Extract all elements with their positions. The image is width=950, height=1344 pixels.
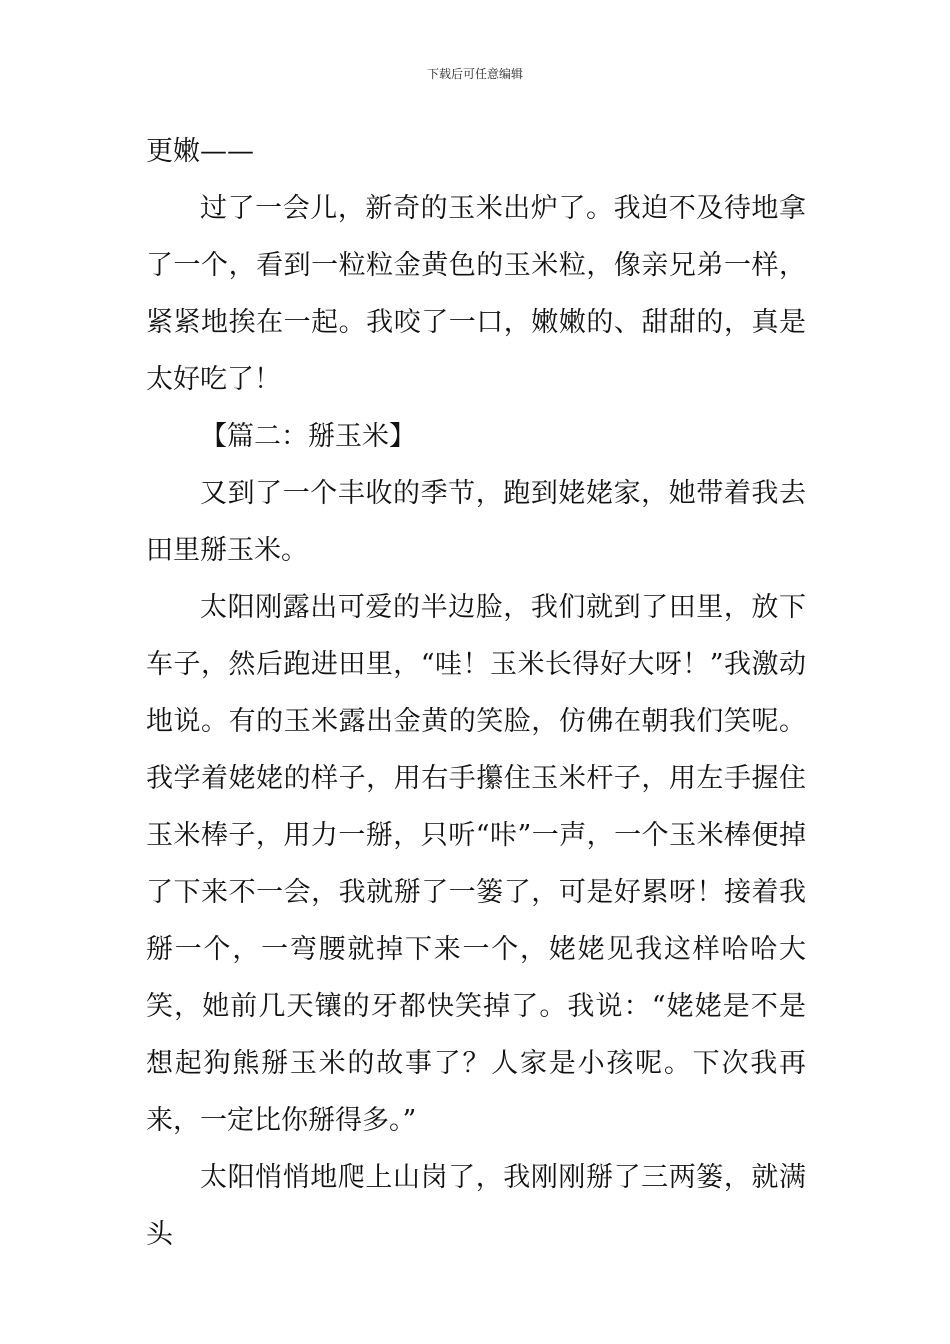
paragraph-sun-climbing: 太阳悄悄地爬上山岗了，我刚刚掰了三两篓，就满头 — [146, 1162, 806, 1250]
section-heading-part-two: 【篇二：掰玉米】 — [200, 421, 416, 452]
page-header-note: 下载后可任意编辑 — [426, 67, 523, 81]
paragraph-in-the-field: 太阳刚露出可爱的半边脸，我们就到了田里，放下车子，然后跑进田里，“哇！玉米长得好大呀！”我激动地说。有的玉米露出金黄的笑脸，仿佛在朝我们笑呢。我学着姥姥的样子，用右手攥住玉米杆子，用左手握住玉米棒子，用力一掰，只听“咔”一声，一个玉米棒便掉了下来不一会，我就掰了一篓了，可是好累呀！接着我掰一个，一弯腰就掉下来一个，姥姥见我这样哈哈大笑，她前几天镶的牙都快笑掉了。我说：“姥姥是不是想起狗熊掰玉米的故事了？人家是小孩呢。下次我再来，一定比你掰得多。” — [146, 592, 806, 1136]
paragraph-continuation: 更嫩—— — [146, 136, 254, 167]
document-body — [146, 123, 806, 1263]
paragraph-harvest-season: 又到了一个丰收的季节，跑到姥姥家，她带着我去田里掰玉米。 — [146, 478, 806, 566]
paragraph-corn-out-of-oven: 过了一会儿，新奇的玉米出炉了。我迫不及待地拿了一个，看到一粒粒金黄色的玉米粒，像亲兄弟一样，紧紧地挨在一起。我咬了一口，嫩嫩的、甜甜的，真是太好吃了！ — [146, 193, 806, 395]
